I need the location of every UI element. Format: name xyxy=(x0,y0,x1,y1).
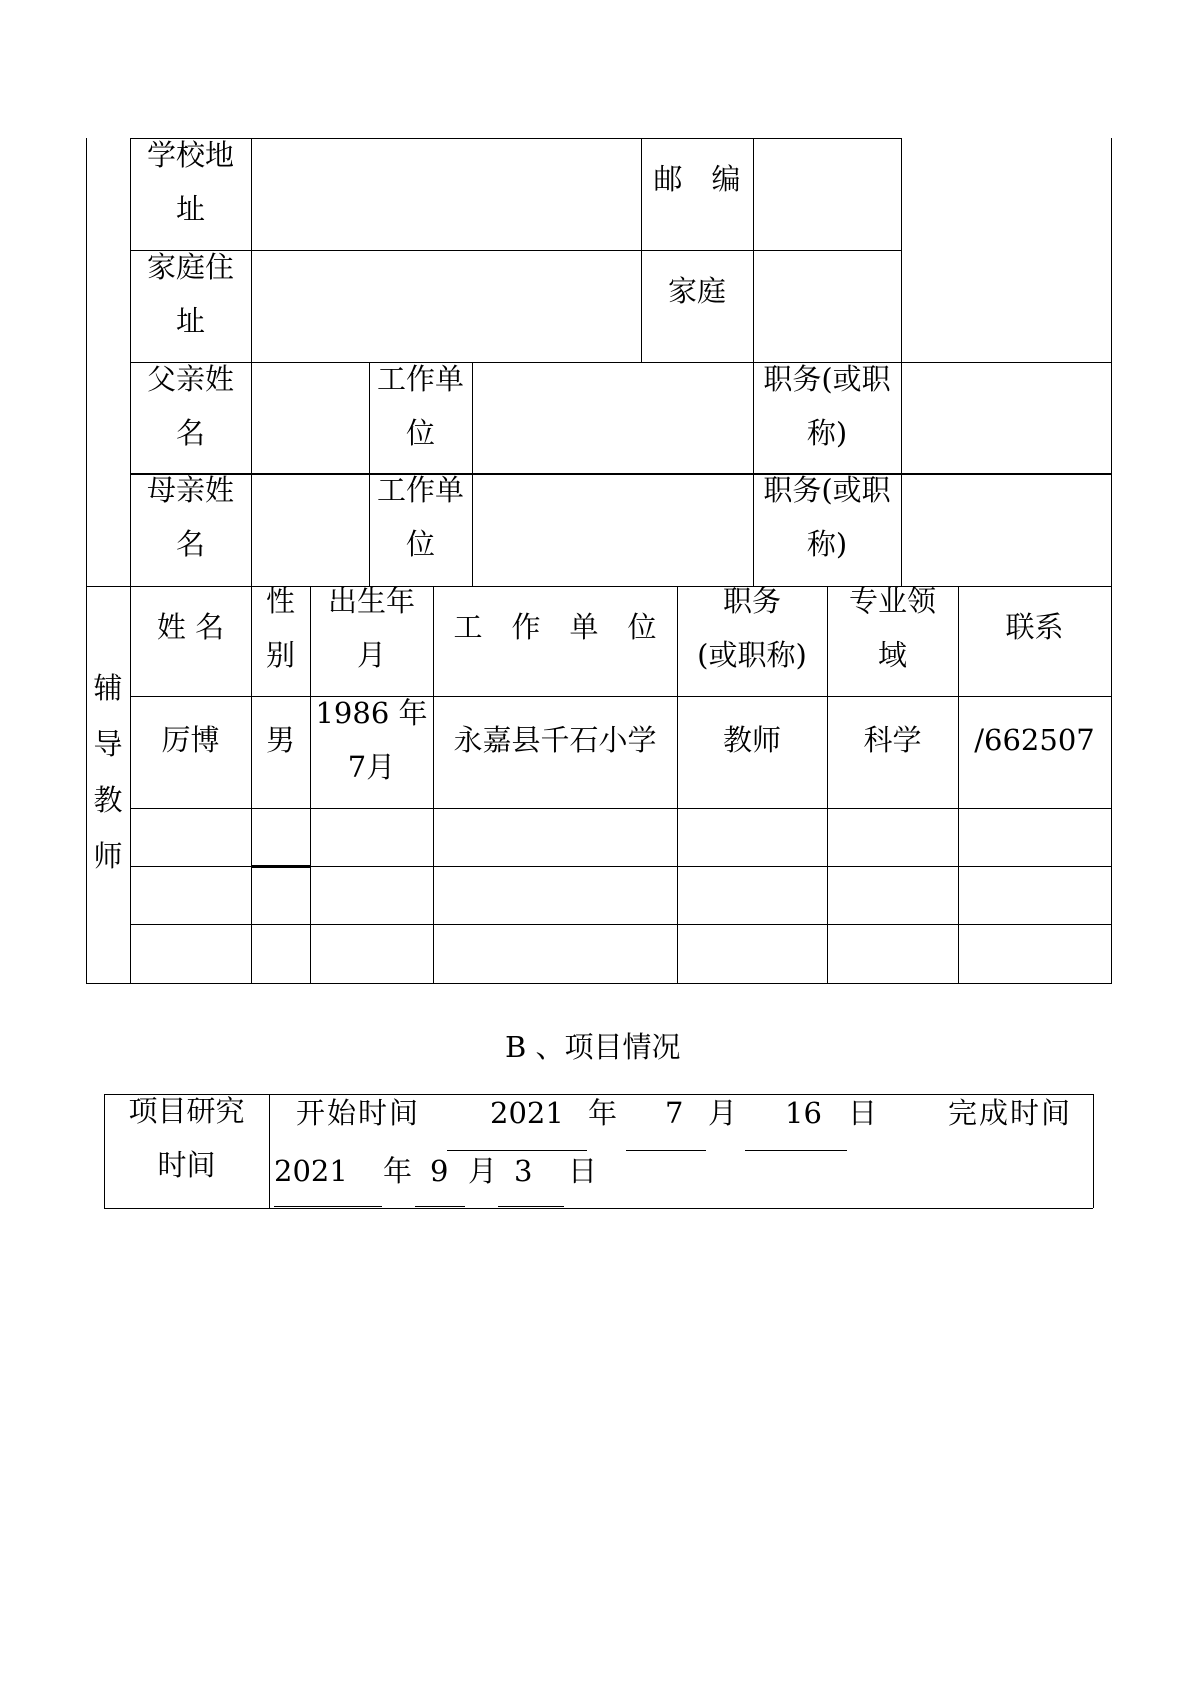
end-year-underline xyxy=(274,1206,382,1207)
row-position: 教师 xyxy=(722,723,781,757)
start-month-unit: 月 xyxy=(708,1096,738,1130)
end-year-unit: 年 xyxy=(383,1154,413,1188)
home-phone-label: 家庭 xyxy=(667,274,726,308)
father-work-unit-label: 工作单 位 xyxy=(376,362,464,450)
row-birth: 1986 年 7月 xyxy=(315,696,428,784)
header-name: 姓 名 xyxy=(156,610,225,644)
section-b-title: B 、项目情况 xyxy=(505,1030,681,1064)
father-position-label: 职务(或职 称) xyxy=(763,362,891,450)
start-day: 16 xyxy=(785,1096,822,1130)
start-year-unit: 年 xyxy=(588,1096,618,1130)
end-year: 2021 xyxy=(274,1154,348,1188)
grid-line xyxy=(130,808,1111,809)
header-gender: 性 别 xyxy=(265,584,295,672)
row-work-unit: 永嘉县千石小学 xyxy=(453,723,657,757)
header-contact: 联系 xyxy=(1005,610,1064,644)
grid-line xyxy=(130,362,1111,363)
end-day-unit: 日 xyxy=(568,1154,598,1188)
advisor-side-label: 辅 导 教 师 xyxy=(93,671,123,873)
grid-line xyxy=(1093,1094,1094,1208)
table-border-left xyxy=(86,138,87,586)
grid-line xyxy=(252,865,310,868)
end-month: 9 xyxy=(430,1154,449,1188)
start-year: 2021 xyxy=(490,1096,564,1130)
grid-line xyxy=(86,983,1111,984)
start-year-underline xyxy=(447,1150,587,1151)
end-day-underline xyxy=(498,1206,564,1207)
grid-line xyxy=(1111,586,1112,984)
row-field: 科学 xyxy=(863,723,922,757)
start-day-unit: 日 xyxy=(848,1096,878,1130)
father-name-label: 父亲姓 名 xyxy=(146,362,234,450)
header-position: 职务 (或职称) xyxy=(697,584,807,672)
start-month: 7 xyxy=(665,1096,684,1130)
mother-work-unit-label: 工作单 位 xyxy=(376,473,464,561)
header-work-unit: 工 作 单 位 xyxy=(453,610,657,644)
home-address-label: 家庭住 址 xyxy=(146,250,234,338)
grid-line xyxy=(130,473,1111,475)
row-contact: /662507 xyxy=(974,723,1095,757)
grid-line xyxy=(130,924,1111,925)
end-day: 3 xyxy=(514,1154,533,1188)
start-day-underline xyxy=(745,1150,847,1151)
start-month-underline xyxy=(626,1150,706,1151)
research-time-label: 项目研究 时间 xyxy=(128,1094,245,1182)
postal-code-label: 邮 编 xyxy=(653,162,741,196)
end-label: 完成时间 xyxy=(948,1096,1073,1130)
grid-line xyxy=(104,1208,1093,1209)
end-month-underline xyxy=(415,1206,465,1207)
start-label: 开始时间 xyxy=(296,1096,421,1130)
row-gender: 男 xyxy=(265,723,295,757)
header-field: 专业领 域 xyxy=(848,584,936,672)
school-address-label: 学校地 址 xyxy=(146,138,234,226)
mother-name-label: 母亲姓 名 xyxy=(146,473,234,561)
mother-position-label: 职务(或职 称) xyxy=(763,473,891,561)
table-border-right xyxy=(1111,138,1112,586)
end-month-unit: 月 xyxy=(468,1154,498,1188)
grid-line xyxy=(269,1094,270,1208)
header-birth: 出生年 月 xyxy=(327,584,415,672)
row-name: 厉博 xyxy=(161,723,220,757)
